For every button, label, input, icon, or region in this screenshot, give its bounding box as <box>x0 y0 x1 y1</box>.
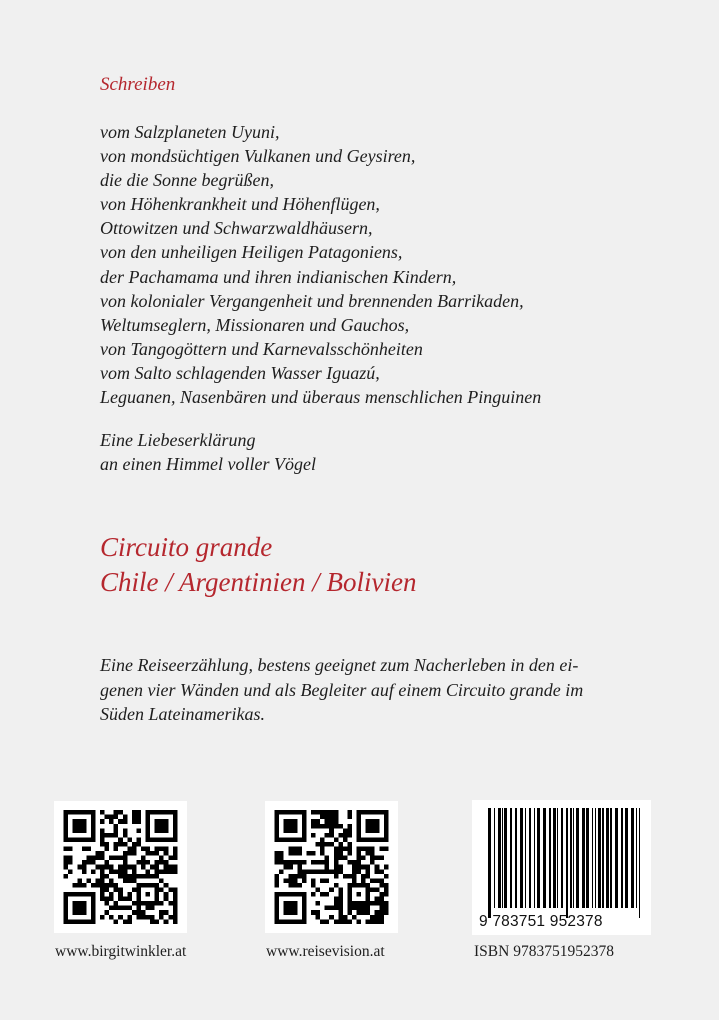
poem-line: Ottowitzen und Schwarzwaldhäusern, <box>100 218 373 239</box>
qr-code-reisevision <box>265 801 398 933</box>
poem-line: Leguanen, Nasenbären und überaus menschlichen Pinguinen <box>100 387 542 408</box>
qr-code-birgitwinkler <box>54 801 187 933</box>
poem-line: vom Salto schlagenden Wasser Iguazú, <box>100 362 380 383</box>
poem-line: von Tangogöttern und Karnevalsschönheiten <box>100 338 423 359</box>
poem-lines <box>100 120 541 409</box>
poem-line: von kolonialer Vergangenheit und brennenden Barrikaden, <box>100 290 524 311</box>
dedication <box>100 428 316 476</box>
qr-code-icon <box>54 801 187 933</box>
dedication-line: Eine Liebeserklärung <box>100 430 256 450</box>
website-caption-2: www.reisevision.at <box>266 943 385 960</box>
poem-line: vom Salzplaneten Uyuni, <box>100 122 280 142</box>
poem-line: von mondsüchtigen Vulkanen und Geysiren, <box>100 146 416 167</box>
isbn-caption: ISBN 9783751952378 <box>474 943 614 960</box>
book-title-main: Circuito grande <box>100 532 273 562</box>
book-title <box>100 530 416 600</box>
website-caption-1: www.birgitwinkler.at <box>55 943 187 960</box>
blurb <box>100 653 640 727</box>
poem-line: der Pachamama und ihren indianischen Kindern, <box>100 266 457 287</box>
poem-line: Weltumseglern, Missionaren und Gauchos, <box>100 314 410 335</box>
blurb-line: genen vier Wänden und als Begleiter auf einem Circuito grande im <box>100 679 584 700</box>
poem-line: von den unheiligen Heiligen Patagoniens, <box>100 242 403 263</box>
dedication-line: an einen Himmel voller Vögel <box>100 454 316 475</box>
qr-code-icon <box>265 801 398 933</box>
poem-line: von Höhenkrankheit und Höhenflügen, <box>100 194 380 215</box>
poem-line: die die Sonne begrüßen, <box>100 170 274 191</box>
book-title-countries: Chile / Argentinien / Bolivien <box>100 567 417 597</box>
isbn-barcode <box>472 800 651 935</box>
barcode-digits: 9 783751 952378 <box>479 913 603 930</box>
blurb-line: Süden Lateinamerikas. <box>100 704 265 724</box>
blurb-line: Eine Reiseerzählung, bestens geeignet zum Nacherleben in den ei- <box>100 655 579 675</box>
intro-heading: Schreiben <box>100 74 176 95</box>
